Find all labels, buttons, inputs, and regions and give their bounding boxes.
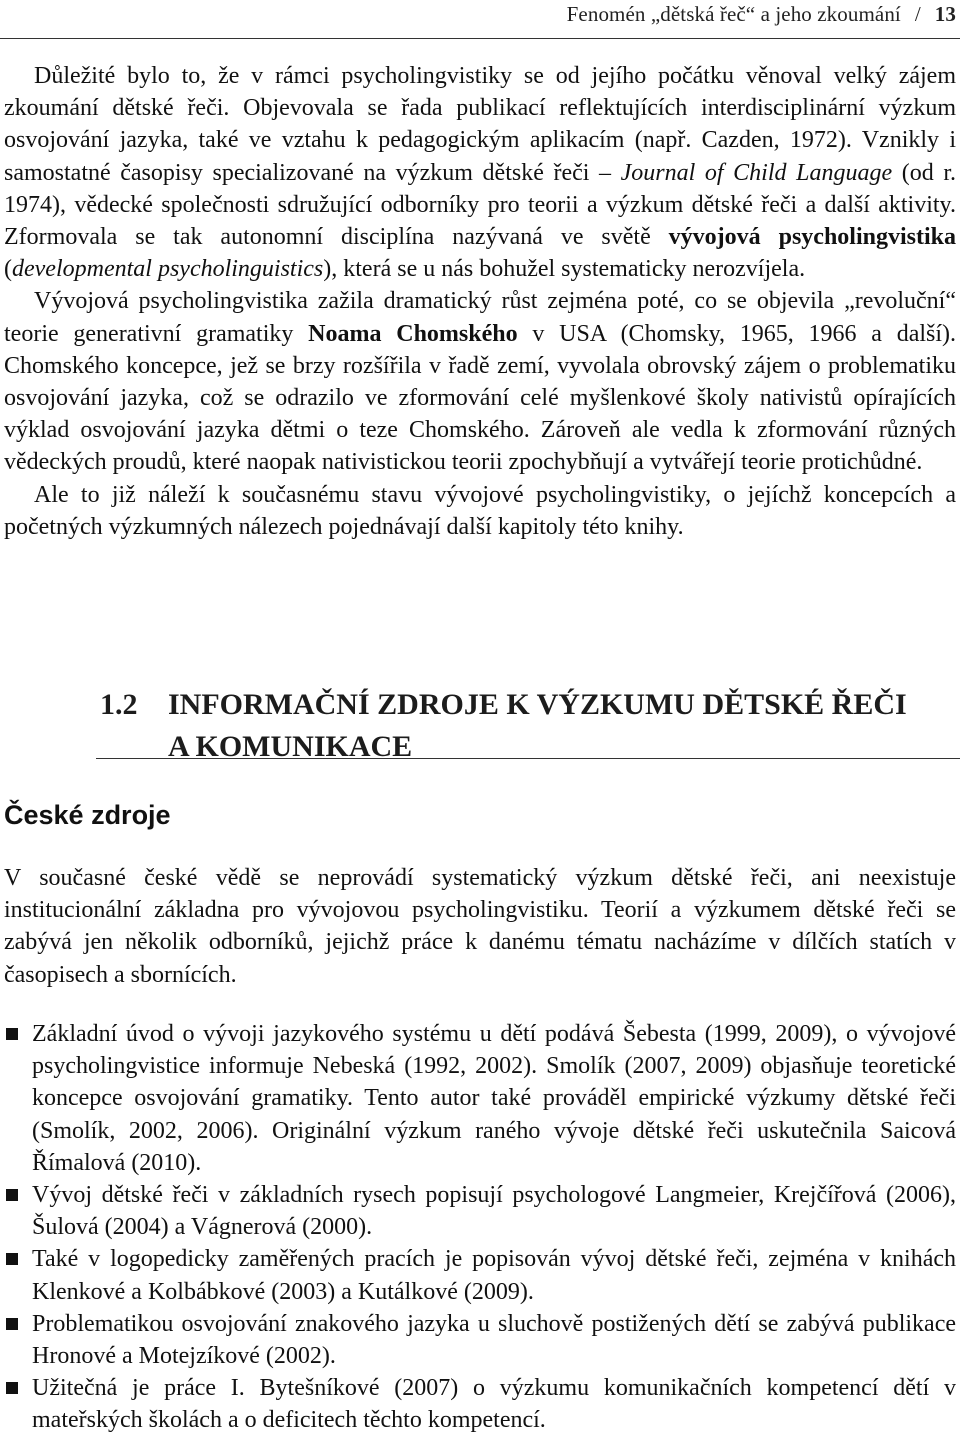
running-header bbox=[567, 2, 956, 27]
section-title-line1: INFORMAČNÍ ZDROJE K VÝZKUMU DĚTSKÉ ŘEČI bbox=[168, 688, 907, 721]
header-rule bbox=[0, 38, 960, 39]
list-item: Problematikou osvojování znakového jazyka u sluchově postižených dětí se zabývá publikace Hronové a Motejzíkové (2002). bbox=[4, 1308, 956, 1372]
section-number: 1.2 bbox=[100, 688, 138, 721]
body-text-intro bbox=[4, 862, 956, 991]
running-header-title: Fenomén „dětská řeč“ a jeho zkoumání bbox=[566, 2, 901, 26]
list-item: Užitečná je práce I. Bytešníkové (2007) o výzkumu komunikačních kompetencí dětí v mateřských školách a o deficitech těchto kompetencí. bbox=[4, 1372, 956, 1436]
square-bullet-icon bbox=[6, 1253, 18, 1265]
page-number: 13 bbox=[934, 2, 956, 26]
square-bullet-icon bbox=[6, 1189, 18, 1201]
paragraph-3: Ale to již náleží k současnému stavu vývojové psycholingvistiky, o jejíchž koncepcích a početných výzkumných nálezech pojednávají další kapitoly této knihy. bbox=[4, 481, 956, 540]
list-item: Základní úvod o vývoji jazykového systému u dětí podává Šebesta (1999, 2009), o vývojové psycholingvistice informuje Nebeská (1992, 2002). Smolík (2007, 2009) objasňuje teoretické koncepce osvojování gramatiky. Tento autor také prováděl empirické výzkumy dětské řeči (Smolík, 2002, 2006). Originální výzkum raného vývoje dětské řeči uskutečnila Saicová Římalová (2010). bbox=[4, 1018, 956, 1179]
paragraph-2: Vývojová psycholingvistika zažila dramatický růst zejména poté, co se objevila „revoluční“ teorie generativní gramatiky Noama Chomského v USA (Chomsky, 1965, 1966 a další). Chomského koncepce, jež se brzy rozšířila v řadě zemí, vyvolala obrovský zájem o problematiku osvojování jazyka, což se odrazilo ve zformování celé myšlenkové školy nativistů opírajících výklad osvojování jazyka dětmi o teze Chomského. Zároveň ale vedla k zformování různých vědeckých proudů, které naopak nativistickou teorii zpochybňují a vytvářejí teorie protichůdné. bbox=[4, 288, 957, 476]
square-bullet-icon bbox=[6, 1382, 18, 1394]
subsection-title: České zdroje bbox=[4, 800, 171, 830]
intro-paragraph: V současné české vědě se neprovádí systematický výzkum dětské řeči, ani neexistuje institucionální základna pro vývojovou psycholingvistiku. Teorií a výzkumem dětské řeči se zabývá jen několik odborníků, jejichž práce k danému tématu nacházíme v dílčích statích v časopisech a sbornících. bbox=[4, 865, 956, 988]
header-separator: / bbox=[914, 2, 921, 26]
paragraph-1: Důležité bylo to, že v rámci psycholingvistiky se od jejího počátku věnoval velký zájem zkoumání dětské řeči. Objevovala se řada publikací reflektujících interdisciplinární výzkum osvojování jazyka, také ve vztahu k pedagogickým aplikacím (např. Cazden, 1972). Vznikly i samostatné časopisy specializované na výzkum dětské řeči – Journal of Child Language (od r. 1974), vědecké společnosti sdružující odborníky pro teorii a výzkum dětské řeči a další aktivity. Zformovala se tak autonomní disciplína nazývaná ve světě vývojová psycholingvistika (developmental psycholinguistics), která se u nás bohužel systematicky nerozvíjela. bbox=[4, 63, 956, 283]
square-bullet-icon bbox=[6, 1028, 18, 1040]
body-text-top bbox=[4, 60, 956, 543]
section-title-line2: A KOMUNIKACE bbox=[168, 730, 413, 763]
list-item: Také v logopedicky zaměřených pracích je popisován vývoj dětské řeči, zejména v knihách Klenkové a Kolbábkové (2003) a Kutálkové (2009). bbox=[4, 1243, 956, 1307]
section-heading bbox=[100, 684, 956, 768]
list-item: Vývoj dětské řeči v základních rysech popisují psychologové Langmeier, Krejčířová (2006), Šulová (2004) a Vágnerová (2000). bbox=[4, 1179, 956, 1243]
sources-list bbox=[4, 1018, 956, 1437]
square-bullet-icon bbox=[6, 1318, 18, 1330]
section-rule bbox=[96, 758, 960, 759]
